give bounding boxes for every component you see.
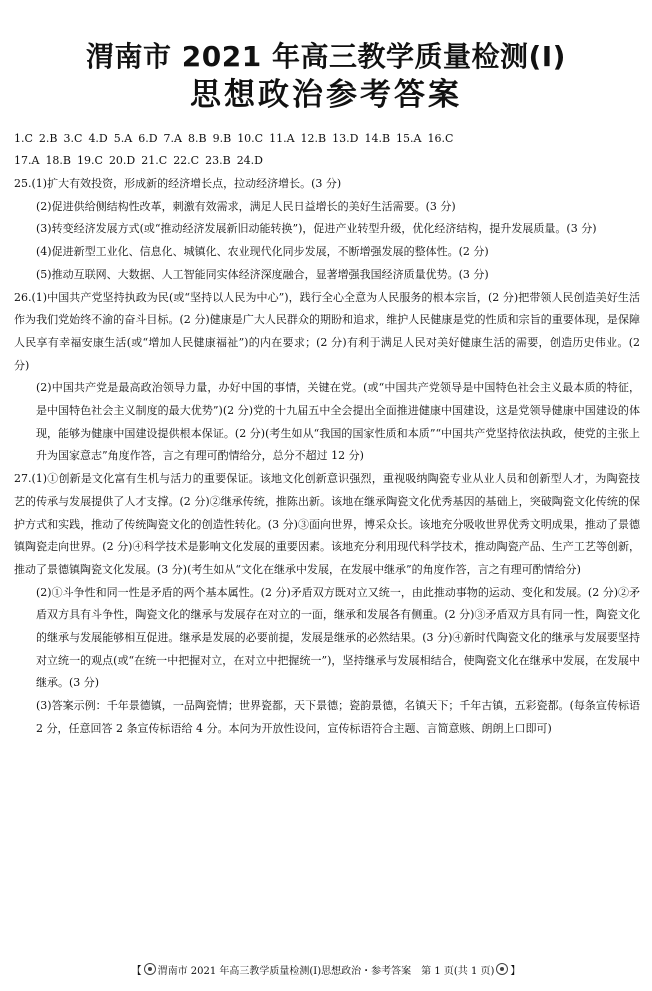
answer-26-2: (2)中国共产党是最高政治领导力量，办好中国的事情，关键在党。(或“中国共产党领导是中国特色社会主义最本质的特征，是中国特色社会主义制度的最大优势”)(2 分)党的十九届五中全会提出全面推进健康中国建设，这是党领导健康中国建设的体现，能够为健康中国建设提供根本保证。(2 分)(考生如从“我国的国家性质和本质”“中国共产党坚持依法执政，使党的主张上升为国家意志”角度作答，言之有理可酌情给分，总分不超过 12 分) — [36, 381, 640, 463]
mc-answer: 20.D — [108, 154, 136, 167]
mc-answer: 10.C — [237, 132, 264, 145]
mc-answer: 5.A — [113, 132, 133, 145]
answer-25-2: (2)促进供给侧结构性改革，刺激有效需求，满足人民日益增长的美好生活需要。(3 分) — [36, 199, 456, 213]
mc-answer: 12.B — [300, 132, 327, 145]
mc-answer: 6.D — [138, 132, 158, 145]
mc-answer: 2.B — [38, 132, 58, 145]
mc-answer: 23.B — [205, 154, 231, 167]
mc-answer: 1.C — [14, 132, 33, 145]
page-footer — [0, 963, 652, 979]
mc-answer: 14.B — [364, 132, 391, 145]
flower-ornament-icon — [144, 963, 156, 975]
mc-answer: 19.C — [77, 154, 103, 167]
footer-right-bracket: 】 — [510, 966, 521, 977]
footer-left-bracket: 【 — [131, 966, 142, 977]
document-title: 渭南市 2021 年高三教学质量检测(Ⅰ) — [86, 40, 566, 73]
answer-body — [14, 173, 640, 741]
mc-answer: 18.B — [45, 154, 72, 167]
answer-25-1: 25.(1)扩大有效投资，形成新的经济增长点，拉动经济增长。(3 分) — [14, 177, 342, 190]
mc-answer: 11.A — [269, 132, 295, 145]
multiple-choice-answers-row-1 — [14, 128, 642, 150]
mc-answer: 4.D — [88, 132, 108, 145]
mc-answer: 24.D — [236, 154, 264, 167]
mc-answer: 21.C — [141, 154, 168, 167]
document-subtitle: 思想政治参考答案 — [190, 77, 462, 113]
mc-answer: 7.A — [163, 132, 182, 145]
answer-25-3: (3)转变经济发展方式(或“推动经济发展新旧动能转换”)，促进产业转型升级，优化经济结构，提升发展质量。(3 分) — [36, 222, 597, 236]
mc-answer: 17.A — [14, 154, 40, 167]
flower-ornament-icon — [496, 963, 508, 975]
answer-27-3: (3)答案示例：千年景德镇，一品陶瓷情；世界瓷都，天下景德；瓷韵景德，名镇天下；千年古镇，五彩瓷都。(每条宣传标语 2 分，任意回答 2 条宣传标语给 4 分。本问为开放性设问，宣传标语符合主题、言简意赅、朗朗上口即可) — [36, 699, 640, 735]
answer-25-4: (4)促进新型工业化、信息化、城镇化、农业现代化同步发展，不断增强发展的整体性。(2 分) — [36, 245, 489, 259]
mc-answer: 9.B — [212, 132, 232, 145]
answer-26-1: 26.(1)中国共产党坚持执政为民(或“坚持以人民为中心”)，践行全心全意为人民服务的根本宗旨，(2 分)把带领人民创造美好生活作为我们党始终不渝的奋斗目标。(2 分)健康是广大人民群众的期盼和追求，维护人民健康是党的性质和宗旨的重要体现，是保障人民享有幸福安康生活(或“增加人民健康福祉”)的内在要求；(2 分)有利于满足人民对美好健康生活的需要，创造历史伟业。(2 分) — [14, 290, 640, 372]
mc-answer: 13.D — [332, 132, 359, 145]
mc-answer: 3.C — [63, 132, 83, 145]
answer-25-5: (5)推动互联网、大数据、人工智能同实体经济深度融合，显著增强我国经济质量优势。(3 分) — [36, 267, 489, 281]
mc-answer: 22.C — [173, 154, 200, 167]
mc-answer: 16.C — [427, 132, 454, 145]
mc-answer: 8.B — [188, 132, 207, 145]
footer-text: 渭南市 2021 年高三教学质量检测(Ⅰ)思想政治・参考答案 第 1 页(共 1 页) — [157, 966, 495, 977]
answer-27-1: 27.(1)①创新是文化富有生机与活力的重要保证。该地文化创新意识强烈，重视吸纳陶瓷专业从业人员和创新型人才，为陶瓷技艺的传承与发展提供了人才支撑。(2 分)②继承传统，推陈出新。该地在继承陶瓷文化优秀基因的基础上，突破陶瓷文化传统的保护方式和实践，推动了传统陶瓷文化的创造性转化。(3 分)③面向世界，博采众长。该地充分吸收世界优秀文明成果，推动了景德镇陶瓷走向世界。(2 分)④科学技术是影响文化发展的重要因素。该地充分利用现代科学技术，推动陶瓷产品、生产工艺等创新，推动了景德镇陶瓷文化发展。(3 分)(考生如从“文化在继承中发展，在发展中继承”的角度作答，言之有理可酌情给分) — [14, 472, 640, 576]
mc-answer: 15.A — [396, 132, 422, 145]
multiple-choice-answers-row-2 — [14, 150, 642, 172]
answer-27-2: (2)①斗争性和同一性是矛盾的两个基本属性。(2 分)矛盾双方既对立又统一，由此推动事物的运动、变化和发展。(2 分)②矛盾双方具有斗争性，陶瓷文化的继承与发展存在对立的一面，继承和发展各有侧重。(2 分)③矛盾双方具有同一性，陶瓷文化的继承与发展能够相互促进。继承是发展的必要前提，发展是继承的必然结果。(3 分)④新时代陶瓷文化的继承与发展要坚持对立统一的观点(或“在统一中把握对立，在对立中把握统一”)，坚持继承与发展相结合，使陶瓷文化在继承中发展，在发展中继承。(3 分) — [36, 585, 640, 690]
